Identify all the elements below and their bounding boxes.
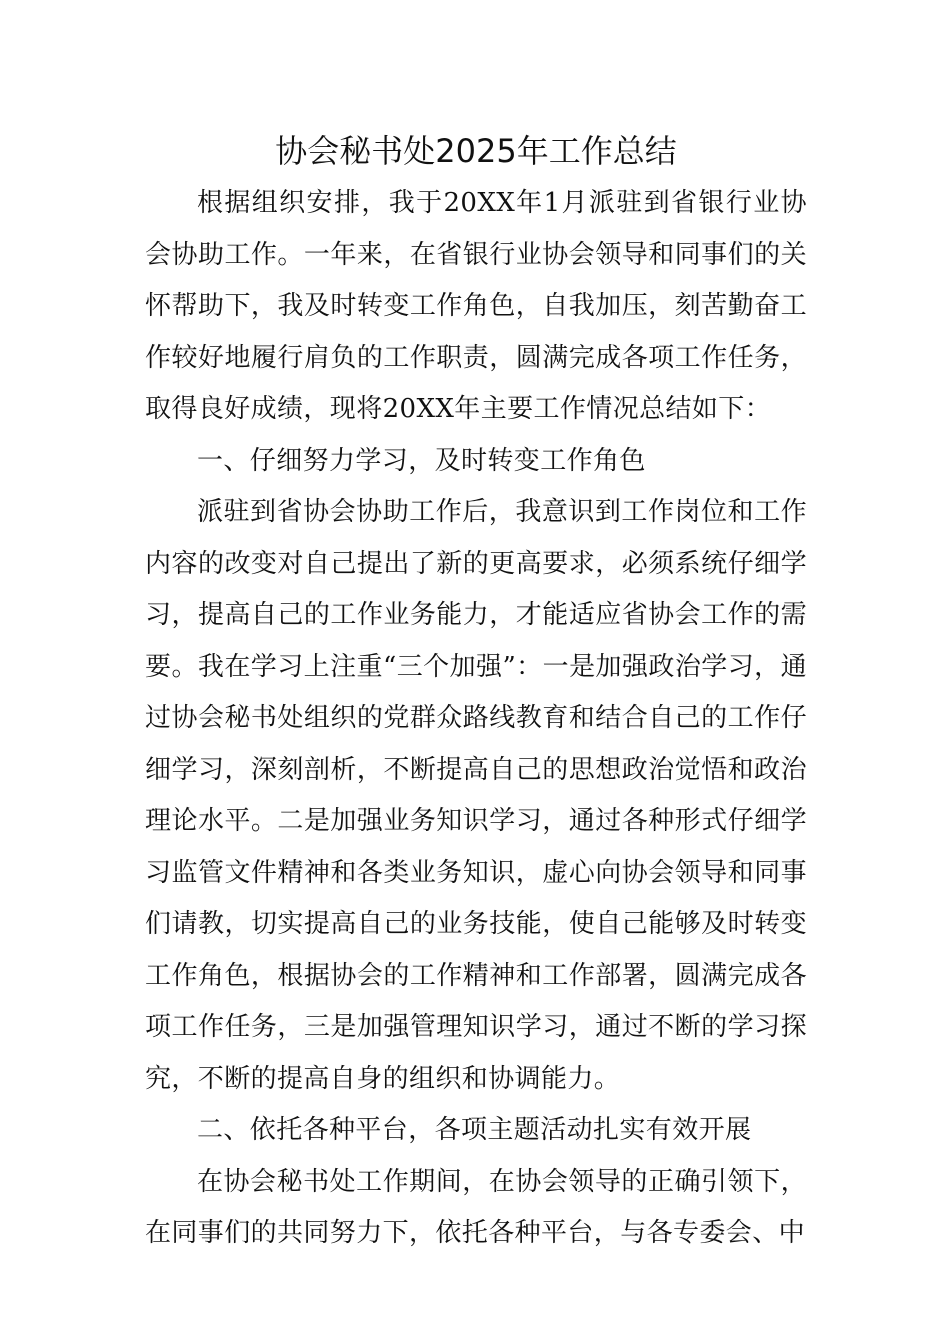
section-heading-1: 一、仔细努力学习，及时转变工作角色 [197,445,646,476]
document-body [145,178,807,1260]
paragraph-platforms: 在协会秘书处工作期间，在协会领导的正确引领下，在同事们的共同努力下，依托各种平台，与各专委会、中 [145,1166,807,1248]
paragraph-intro: 根据组织安排，我于20XX年1月派驻到省银行业协会协助工作。一年来，在省银行业协会领导和同事们的关怀帮助下，我及时转变工作角色，自我加压，刻苦勤奋工作较好地履行肩负的工作职责，圆满完成各项工作任务，取得良好成绩，现将20XX年主要工作情况总结如下： [145,188,807,424]
document-page [145,124,807,1260]
paragraph-study: 派驻到省协会协助工作后，我意识到工作岗位和工作内容的改变对自己提出了新的更高要求，必须系统仔细学习，提高自己的工作业务能力，才能适应省协会工作的需要。我在学习上注重“三个加强”：一是加强政治学习，通过协会秘书处组织的党群众路线教育和结合自己的工作仔细学习，深刻剖析，不断提高自己的思想政治觉悟和政治理论水平。二是加强业务知识学习，通过各种形式仔细学习监管文件精神和各类业务知识，虚心向协会领导和同事们请教，切实提高自己的业务技能，使自己能够及时转变工作角色，根据协会的工作精神和工作部署，圆满完成各项工作任务，三是加强管理知识学习，通过不断的学习探究，不断的提高自身的组织和协调能力。 [145,497,807,1094]
document-title: 协会秘书处2025年工作总结 [275,132,677,170]
section-heading-2: 二、依托各种平台，各项主题活动扎实有效开展 [197,1115,752,1145]
